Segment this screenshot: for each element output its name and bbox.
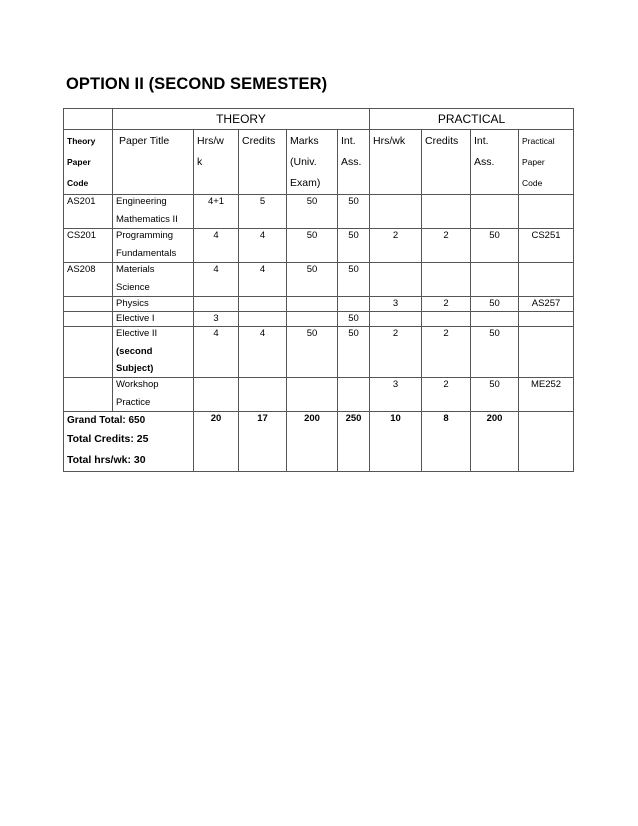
practical-code-cell (519, 263, 574, 297)
theory-hrs-cell (194, 297, 239, 312)
theory-int-cell (338, 297, 370, 312)
course-title-line: Materials (116, 264, 155, 275)
total-practical-code-value (519, 412, 574, 472)
practical-hrs-cell (370, 263, 422, 297)
course-title-cell (113, 378, 194, 412)
theory-int-cell: 50 (338, 327, 370, 378)
course-code-cell: CS201 (64, 229, 113, 263)
theory-hrs-cell: 4 (194, 263, 239, 297)
total-hrs-value: 20 (194, 412, 239, 472)
theory-credits-cell: 4 (239, 229, 287, 263)
theory-int-cell (338, 378, 370, 412)
practical-int-cell: 50 (471, 327, 519, 378)
practical-credits-cell: 2 (422, 297, 471, 312)
theory-credits-cell: 4 (239, 263, 287, 297)
course-title-line: Subject) (116, 363, 154, 374)
theory-hrs-cell: 4 (194, 327, 239, 378)
theory-int-cell: 50 (338, 195, 370, 229)
practical-hrs-cell (370, 195, 422, 229)
course-code-cell: AS208 (64, 263, 113, 297)
course-title-cell (113, 327, 194, 378)
total-practical-int-value: 200 (471, 412, 519, 472)
header-practical-credits: Credits (422, 130, 471, 195)
practical-hrs-cell: 2 (370, 327, 422, 378)
practical-int-cell (471, 312, 519, 327)
practical-credits-cell (422, 195, 471, 229)
theory-hrs-cell (194, 378, 239, 412)
practical-hrs-cell (370, 312, 422, 327)
course-title-cell (113, 297, 194, 312)
blank-header-cell (64, 109, 113, 130)
totals-summary (64, 412, 194, 472)
practical-code-cell (519, 312, 574, 327)
course-code-cell: AS201 (64, 195, 113, 229)
course-title-line: Fundamentals (116, 248, 177, 259)
practical-code-cell: ME252 (519, 378, 574, 412)
course-row (64, 195, 574, 229)
practical-credits-cell: 2 (422, 378, 471, 412)
course-title-line: Workshop (116, 379, 159, 390)
header-int-ass: Int. Ass. (338, 130, 370, 195)
course-row (64, 327, 574, 378)
header-practical-code: Practical Paper Code (519, 130, 574, 195)
theory-marks-cell (287, 312, 338, 327)
practical-credits-cell (422, 263, 471, 297)
header-paper-title: Paper Title (113, 130, 194, 195)
theory-int-cell: 50 (338, 229, 370, 263)
course-code-cell (64, 327, 113, 378)
practical-code-cell: CS251 (519, 229, 574, 263)
column-header-row (64, 130, 574, 195)
theory-marks-cell (287, 378, 338, 412)
practical-hrs-cell: 3 (370, 378, 422, 412)
course-title-cell (113, 263, 194, 297)
theory-marks-cell (287, 297, 338, 312)
page-heading: OPTION II (SECOND SEMESTER) (66, 75, 328, 93)
practical-group-header: PRACTICAL (370, 109, 574, 130)
header-credits: Credits (239, 130, 287, 195)
course-title-cell (113, 195, 194, 229)
practical-int-cell: 50 (471, 378, 519, 412)
practical-int-cell: 50 (471, 229, 519, 263)
theory-credits-cell (239, 297, 287, 312)
totals-row (64, 412, 574, 472)
theory-marks-cell: 50 (287, 263, 338, 297)
theory-hrs-cell: 3 (194, 312, 239, 327)
header-marks: Marks (Univ. Exam) (287, 130, 338, 195)
total-credits: Total Credits: 25 (67, 433, 149, 445)
course-title-line: Engineering (116, 196, 167, 207)
total-marks-value: 200 (287, 412, 338, 472)
course-title-line: Mathematics II (116, 214, 178, 225)
practical-int-cell (471, 263, 519, 297)
header-hrs-wk: Hrs/w k (194, 130, 239, 195)
total-hrs: Total hrs/wk: 30 (67, 454, 146, 466)
course-code-cell (64, 297, 113, 312)
theory-marks-cell: 50 (287, 327, 338, 378)
course-title-line: Programming (116, 230, 174, 241)
practical-credits-cell (422, 312, 471, 327)
course-title-line: Elective I (116, 313, 155, 324)
group-header-row (64, 109, 574, 130)
theory-credits-cell (239, 378, 287, 412)
header-practical-int-ass: Int. Ass. (471, 130, 519, 195)
practical-hrs-cell: 2 (370, 229, 422, 263)
theory-group-header: THEORY (113, 109, 370, 130)
grand-total: Grand Total: 650 (67, 415, 146, 426)
course-row (64, 297, 574, 312)
header-theory-code: Theory Paper Code (64, 130, 113, 195)
practical-int-cell (471, 195, 519, 229)
course-title-cell (113, 229, 194, 263)
course-title-line: (second (116, 346, 153, 357)
practical-hrs-cell: 3 (370, 297, 422, 312)
theory-marks-cell: 50 (287, 195, 338, 229)
course-title-line: Physics (116, 298, 149, 309)
course-title-line: Science (116, 282, 150, 293)
theory-int-cell: 50 (338, 263, 370, 297)
practical-code-cell: AS257 (519, 297, 574, 312)
theory-credits-cell (239, 312, 287, 327)
practical-int-cell: 50 (471, 297, 519, 312)
course-row (64, 229, 574, 263)
course-title-cell (113, 312, 194, 327)
course-code-cell (64, 312, 113, 327)
practical-code-cell (519, 327, 574, 378)
course-row (64, 263, 574, 297)
theory-hrs-cell: 4 (194, 229, 239, 263)
total-credits-value: 17 (239, 412, 287, 472)
theory-marks-cell: 50 (287, 229, 338, 263)
practical-credits-cell: 2 (422, 327, 471, 378)
header-practical-hrs-wk: Hrs/wk (370, 130, 422, 195)
practical-code-cell (519, 195, 574, 229)
curriculum-table (63, 108, 574, 472)
course-code-cell (64, 378, 113, 412)
course-row (64, 312, 574, 327)
theory-hrs-cell: 4+1 (194, 195, 239, 229)
total-int-value: 250 (338, 412, 370, 472)
practical-credits-cell: 2 (422, 229, 471, 263)
course-title-line: Elective II (116, 328, 158, 339)
total-practical-hrs-value: 10 (370, 412, 422, 472)
theory-credits-cell: 5 (239, 195, 287, 229)
total-practical-credits-value: 8 (422, 412, 471, 472)
theory-int-cell: 50 (338, 312, 370, 327)
theory-credits-cell: 4 (239, 327, 287, 378)
course-title-line: Practice (116, 397, 151, 408)
course-row (64, 378, 574, 412)
